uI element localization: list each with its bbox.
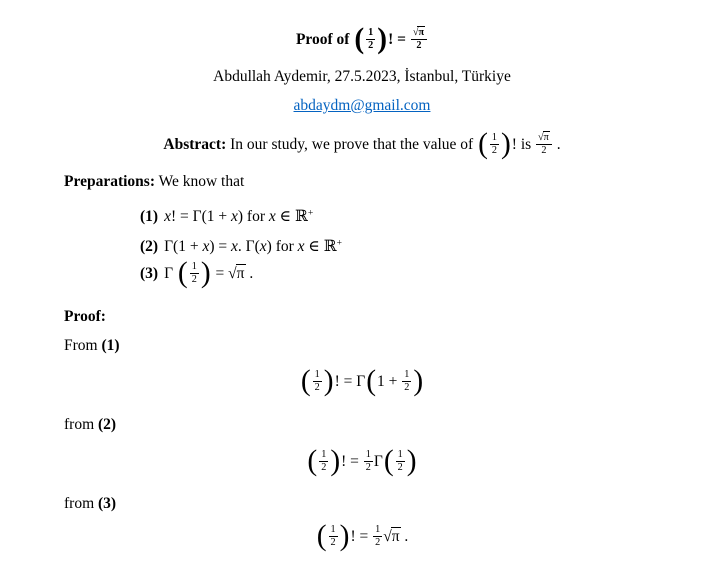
step-prefix: From — [64, 337, 102, 354]
prep-item-2 — [140, 234, 342, 256]
half-fraction — [329, 524, 338, 549]
half-fraction — [319, 449, 328, 474]
half-fraction — [190, 261, 199, 286]
preparations-intro: We know that — [154, 173, 245, 190]
abstract-text-after: . — [552, 136, 561, 153]
title-prefix: Proof of — [295, 31, 354, 48]
proof-heading — [64, 307, 106, 326]
preparations-label: Preparations: — [64, 173, 155, 190]
equals-sign: = — [211, 265, 229, 282]
email-line — [0, 96, 724, 115]
fraction-denominator: 2 — [321, 462, 327, 474]
prep-item-1-formula: x! = Γ(1 + x) for x ∈ ℝ+ — [164, 208, 314, 226]
half-fraction — [402, 369, 411, 394]
radicand-pi: π — [236, 265, 245, 282]
fraction-denominator: 2 — [191, 274, 197, 286]
fraction-numerator — [536, 132, 552, 144]
equation-1: ( $\frac{1}{2}$ )! = Γ(1 + $\frac{1}{2}$ ) — [300, 365, 424, 398]
fraction-numerator: 1 — [491, 132, 497, 144]
step-ref: (2) — [98, 416, 117, 433]
prep-item-2-label: (2) — [140, 238, 159, 256]
fraction-denominator: 2 — [404, 382, 410, 394]
eq1-mid: ! = Γ — [334, 373, 366, 390]
title-half-fraction — [366, 27, 375, 52]
fraction-numerator — [411, 27, 427, 39]
title-sqrtpi-over-2 — [411, 27, 427, 52]
gamma-symbol: Γ — [164, 265, 177, 282]
step-prefix: from — [64, 495, 99, 512]
proof-label: Proof: — [64, 308, 106, 325]
gamma-symbol: Γ — [373, 453, 383, 470]
fraction-denominator: 2 — [491, 145, 497, 157]
fraction-denominator: 2 — [330, 537, 336, 549]
prep-item-3: (3) Γ ( $\frac{1}{2}$ ) = √π . — [140, 257, 254, 290]
preparations-heading — [64, 172, 244, 191]
half-fraction — [490, 132, 499, 157]
sqrt-symbol: √ — [538, 132, 544, 144]
coefficient-half-fraction — [373, 524, 382, 549]
radicand-pi: π — [543, 132, 549, 144]
sqrt-pi — [228, 265, 245, 282]
fraction-denominator: 2 — [411, 39, 427, 52]
sqrt-pi — [383, 528, 400, 545]
half-fraction — [396, 449, 405, 474]
fraction-numerator: 1 — [314, 369, 320, 381]
radicand-pi: π — [391, 528, 400, 545]
email-link[interactable]: abdaydm@gmail.com — [293, 97, 431, 114]
fraction-denominator: 2 — [314, 382, 320, 394]
author-text: Abdullah Aydemir, 27.5.2023, İstanbul, Türkiye — [213, 68, 511, 85]
radicand-pi: π — [418, 27, 425, 39]
proof-step-ref-2 — [64, 415, 116, 434]
equation-3: ( $\frac{1}{2}$ )! = $\frac{1}{2}$ √π . — [316, 520, 409, 553]
eq1-inner-prefix: 1 + — [377, 373, 402, 390]
fraction-numerator: 1 — [397, 449, 403, 461]
step-prefix: from — [64, 416, 99, 433]
fraction-denominator: 2 — [368, 40, 374, 52]
sqrt-symbol: √ — [383, 528, 392, 545]
fraction-numerator: 1 — [404, 369, 410, 381]
fraction-denominator: 2 — [397, 462, 403, 474]
step-ref: (3) — [98, 495, 117, 512]
equation-2: ( $\frac{1}{2}$ )! = $\frac{1}{2}$ Γ( $\frac{1}{2}$ ) — [307, 445, 417, 478]
title-equals: ! = — [388, 31, 410, 48]
coefficient-half-fraction — [364, 449, 373, 474]
prep-item-3-label: (3) — [140, 265, 159, 282]
fraction-numerator: 1 — [368, 27, 374, 39]
prep-item-1 — [140, 204, 313, 226]
period: . — [245, 265, 254, 282]
eq3-mid: ! = — [350, 528, 373, 545]
abstract: Abstract: In our study, we prove that the value of ( $\frac{1}{2}$ )! is $\frac{√\pi}{2}$ . — [163, 128, 561, 161]
abstract-label: Abstract: — [163, 136, 227, 153]
half-fraction — [313, 369, 322, 394]
abstract-text-before: In our study, we prove that the value of — [226, 136, 478, 153]
fraction-denominator: 2 — [375, 537, 381, 549]
fraction-numerator: 1 — [321, 449, 327, 461]
step-ref: (1) — [101, 337, 120, 354]
prep-item-1-label: (1) — [140, 208, 159, 226]
fraction-numerator: 1 — [191, 261, 197, 273]
fraction-denominator: 2 — [536, 144, 552, 157]
fraction-numerator: 1 — [330, 524, 336, 536]
prep-item-2-formula: Γ(1 + x) = x. Γ(x) for x ∈ ℝ+ — [164, 238, 343, 256]
sqrt-symbol: √ — [228, 265, 237, 282]
fraction-numerator: 1 — [375, 524, 381, 536]
eq2-mid: ! = — [341, 453, 363, 470]
page-title: Proof of ( $\frac{1}{2}$ )! = $\frac{√\pi}{2}$ — [0, 21, 724, 59]
fraction-numerator: 1 — [365, 449, 371, 461]
proof-step-ref-1 — [64, 336, 120, 355]
period: . — [400, 528, 409, 545]
sqrtpi-over-2-fraction — [536, 132, 552, 157]
author-line — [0, 67, 724, 86]
abstract-text-mid: ! is — [511, 136, 536, 153]
proof-step-ref-3 — [64, 494, 116, 513]
sqrt-symbol: √ — [412, 27, 419, 39]
fraction-denominator: 2 — [365, 462, 371, 474]
